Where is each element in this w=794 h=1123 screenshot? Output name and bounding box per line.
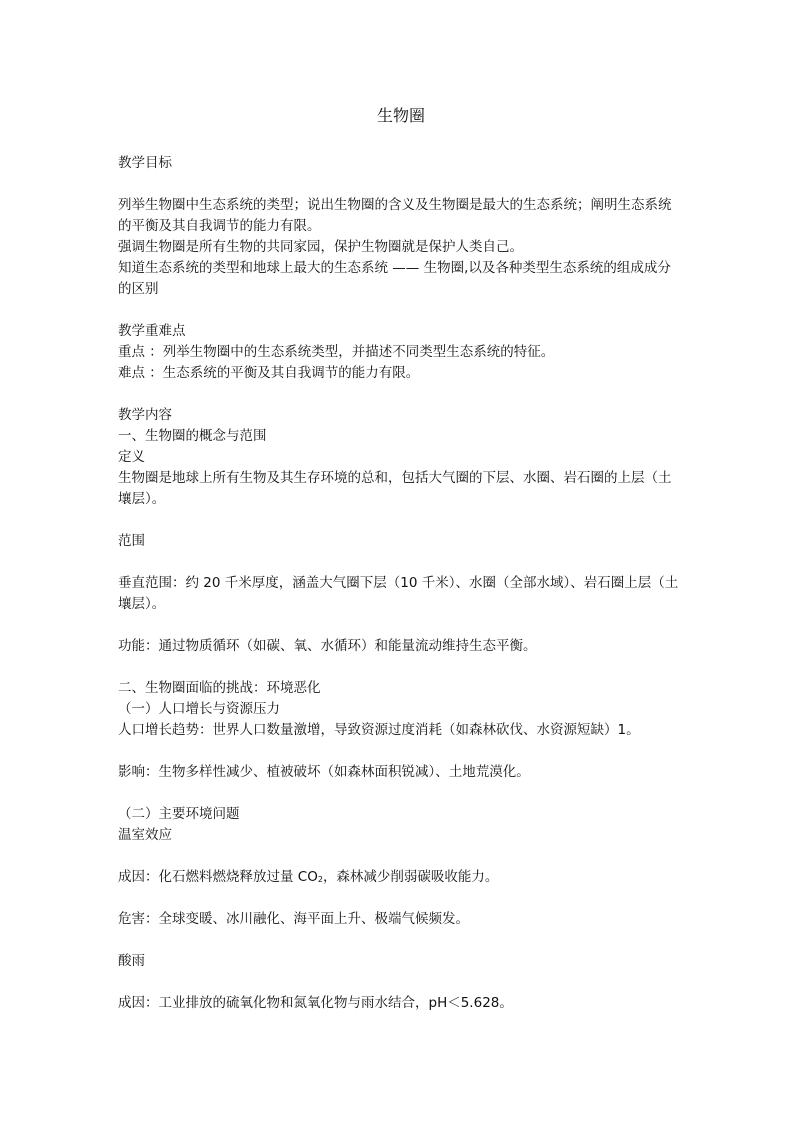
acid-rain-cause: 成因：工业排放的硫氧化物和氮氧化物与雨水结合，pH＜5.628。: [118, 995, 513, 1011]
goal-item: 列举生物圈中生态系统的类型；说出生物圈的含义及生物圈是最大的生态系统；阐明生态系统的平衡及其自我调节的能力有限。: [118, 197, 672, 234]
sub2-heading: （二）主要环境问题: [118, 806, 240, 822]
spacer: [118, 384, 684, 405]
spacer: [118, 846, 684, 867]
greenhouse-cause: [118, 867, 684, 888]
difficult-point: 难点 ：生态系统的平衡及其自我调节的能力有限。: [118, 365, 420, 381]
co2-subscript: 2: [317, 875, 323, 884]
section2-heading: 二、生物圈面临的挑战：环境恶化: [118, 680, 321, 696]
function-text: 功能：通过物质循环（如碳、氧、水循环）和能量流动维持生态平衡。: [118, 638, 537, 654]
spacer: [118, 741, 684, 762]
greenhouse-label: 温室效应: [118, 827, 172, 843]
spacer: [118, 552, 684, 573]
vertical-range: 垂直范围：约 20 千米厚度，涵盖大气圈下层（10 千米）、水圈（全部水域）、岩石圈上层（土壤层）。: [118, 575, 679, 612]
key-point: 重点 ：列举生物圈中的生态系统类型，并描述不同类型生态系统的特征。: [118, 344, 555, 360]
spacer: [118, 783, 684, 804]
definition-text: 生物圈是地球上所有生物及其生存环境的总和，包括大气圈的下层、水圈、岩石圈的上层（土壤层）。: [118, 470, 672, 507]
spacer: [118, 510, 684, 531]
spacer: [118, 174, 684, 195]
population-trend: 人口增长趋势：世界人口数量激增，导致资源过度消耗（如森林砍伐、水资源短缺）1。: [118, 722, 640, 738]
spacer: [118, 930, 684, 951]
spacer: [118, 888, 684, 909]
impact-text: 影响：生物多样性减少、植被破坏（如森林面积锐减）、土地荒漠化。: [118, 764, 530, 780]
spacer: [118, 972, 684, 993]
greenhouse-cause-pre: 成因：化石燃料燃烧释放过量 CO: [118, 869, 318, 885]
spacer: [118, 615, 684, 636]
greenhouse-harm: 危害：全球变暖、冰川融化、海平面上升、极端气候频发。: [118, 911, 469, 927]
spacer: [118, 657, 684, 678]
section1-heading: 一、生物圈的概念与范围: [118, 428, 267, 444]
acid-rain-label: 酸雨: [118, 953, 145, 969]
range-label: 范围: [118, 533, 145, 549]
sub1-heading: （一）人口增长与资源压力: [118, 701, 280, 717]
goal-item: 强调生物圈是所有生物的共同家园，保护生物圈就是保护人类自己。: [118, 239, 523, 255]
key-heading: 教学重难点: [118, 323, 186, 339]
page-title: 生物圈: [376, 106, 425, 125]
goal-item: 知道生态系统的类型和地球上最大的生态系统 —— 生物圈,以及各种类型生态系统的组成成分的区别: [118, 260, 671, 297]
spacer: [118, 300, 684, 321]
definition-label: 定义: [118, 449, 145, 465]
goals-heading: 教学目标: [118, 155, 172, 171]
greenhouse-cause-post: ，森林减少削弱碳吸收能力。: [322, 869, 499, 885]
content-heading: 教学内容: [118, 407, 172, 423]
